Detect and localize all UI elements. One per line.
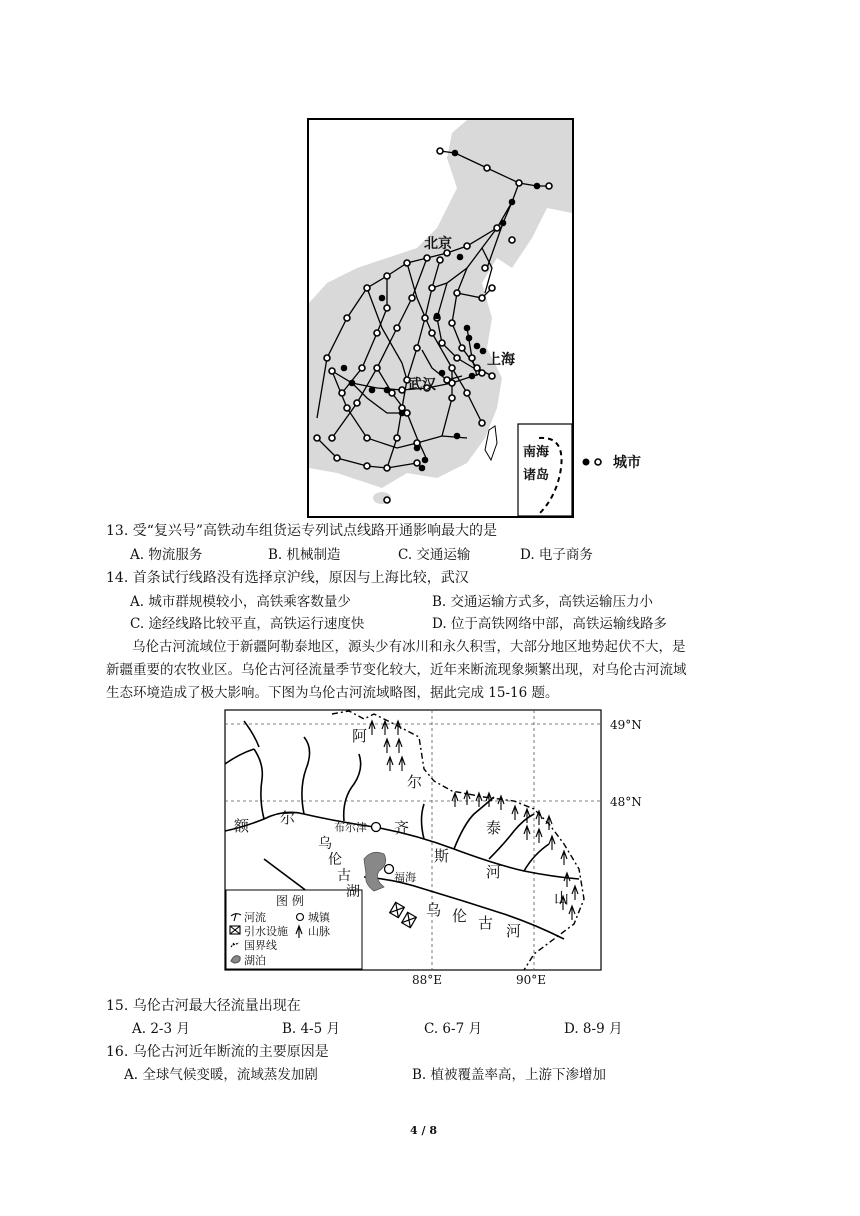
river-char-4: 河 [506,922,522,940]
e-char-2: 尔 [280,809,296,827]
legend-river: 河流 [244,911,266,924]
town-fuhai: 福海 [394,871,416,884]
passage-line-1: 乌伦古河流域位于新疆阿勒泰地区，源头少有冰川和永久积雪，大部分地区地势起伏不大，是 [132,639,686,655]
town-buerjin: 布尔津 [334,821,367,834]
legend-title: 图 例 [276,894,304,908]
q14-option-d[interactable]: D. 位于高铁网络中部，高铁运输线路多 [432,616,667,632]
city-legend-label: 城市 [613,455,641,471]
question-16-stem: 16. 乌伦古河近年断流的主要原因是 [106,1044,329,1060]
q14-option-a[interactable]: A. 城市群规模较小，高铁乘客数量少 [130,594,351,610]
e-char-5: 河 [486,863,502,881]
lon-88: 88°E [412,973,443,987]
lake-char-1: 乌 [318,836,332,852]
q16-option-a[interactable]: A. 全球气候变暖，流域蒸发加剧 [124,1067,318,1083]
e-char-1: 额 [234,817,250,835]
passage-line-3: 生态环境造成了极大影响。下图为乌伦古河流域略图，据此完成 15-16 题。 [106,685,559,701]
mountain-char-shan: 山 [554,889,570,907]
question-15-stem: 15. 乌伦古河最大径流量出现在 [106,998,301,1014]
inset-label-line2: 诸岛 [523,468,550,483]
q13-option-a[interactable]: A. 物流服务 [130,547,203,563]
page-number: 4 / 8 [410,1124,437,1137]
q13-option-b[interactable]: B. 机械制造 [268,547,341,563]
legend-border: 国界线 [244,939,277,952]
q13-option-d[interactable]: D. 电子商务 [520,547,593,563]
legend-mountain: 山脉 [308,925,330,938]
lat-48: 48°N [610,795,642,809]
q16-option-b[interactable]: B. 植被覆盖率高，上游下渗增加 [412,1067,607,1083]
q13-option-c[interactable]: C. 交通运输 [398,547,471,563]
q15-option-c[interactable]: C. 6-7 月 [424,1021,482,1037]
q15-option-d[interactable]: D. 8-9 月 [564,1021,623,1037]
river-char-2: 伦 [452,907,468,925]
inset-label-line1: 南海 [523,445,550,460]
river-char-1: 乌 [426,901,442,919]
question-13-stem: 13. 受“复兴号”高铁动车组货运专列试点线路开通影响最大的是 [106,523,498,539]
q15-option-a[interactable]: A. 2-3 月 [132,1021,190,1037]
ulungur-basin-map [224,709,644,987]
lon-90: 90°E [516,973,547,987]
legend-town: 城镇 [308,911,330,924]
town-fuhai-marker [385,865,394,874]
mountain-char-tai: 泰 [486,819,502,837]
e-char-4: 斯 [434,847,450,865]
town-buerjin-marker [372,823,381,832]
passage-line-2: 新疆重要的农牧业区。乌伦古河径流量季节变化较大，近年来断流现象频繁出现，对乌伦古河流域 [106,662,687,678]
question-14-stem: 14. 首条试行线路没有选择京沪线，原因与上海比较，武汉 [106,570,469,586]
q14-option-b[interactable]: B. 交通运输方式多，高铁运输压力小 [432,594,654,610]
label-shanghai: 上海 [487,352,515,368]
q14-option-c[interactable]: C. 途经线路比较平直，高铁运行速度快 [130,616,365,632]
river-char-3: 古 [478,914,494,932]
legend-water: 引水设施 [244,925,288,938]
lat-49: 49°N [610,718,642,732]
lake-char-3: 古 [337,868,351,884]
q15-option-b[interactable]: B. 4-5 月 [282,1021,341,1037]
lake-char-4: 湖 [346,884,360,900]
lake-char-2: 伦 [328,852,342,868]
label-wuhan: 武汉 [408,377,436,393]
e-char-3: 齐 [394,819,410,837]
mountain-char-a: 阿 [352,727,368,745]
legend-lake: 湖泊 [244,954,266,967]
city-legend [580,452,650,472]
mountain-char-er: 尔 [407,773,423,791]
rail-network-map [307,118,574,518]
label-beijing: 北京 [424,236,452,252]
